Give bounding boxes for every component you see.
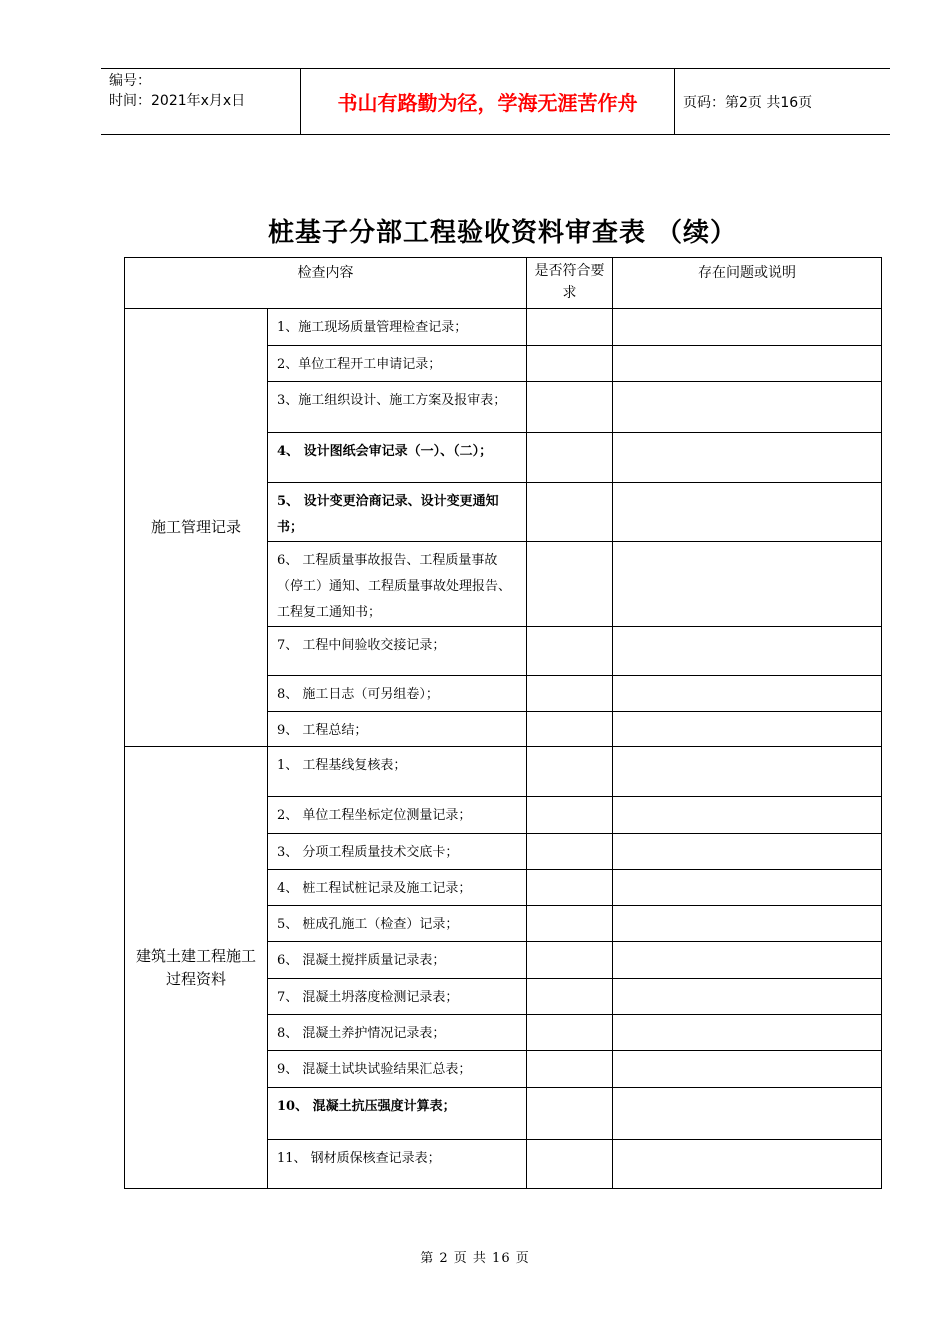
remarks-cell[interactable]	[613, 747, 882, 797]
compliant-cell[interactable]	[527, 346, 613, 382]
item-text: 8、 施工日志（可另组卷）；	[268, 676, 527, 712]
remarks-cell[interactable]	[613, 942, 882, 979]
item-text: 4、 设计图纸会审记录（一）、（二）；	[268, 433, 527, 483]
remarks-cell[interactable]	[613, 1051, 882, 1088]
compliant-cell[interactable]	[527, 979, 613, 1015]
table-row	[125, 309, 882, 346]
compliant-cell[interactable]	[527, 542, 613, 627]
document-time-label: 时间：2021年x月x日	[109, 93, 246, 109]
table-header-row	[125, 258, 882, 309]
compliant-cell[interactable]	[527, 834, 613, 870]
remarks-cell[interactable]	[613, 382, 882, 433]
compliant-cell[interactable]	[527, 676, 613, 712]
item-text: 5、 桩成孔施工（检查）记录；	[268, 906, 527, 942]
page-footer: 第 2 页 共 16 页	[420, 1251, 530, 1266]
remarks-cell[interactable]	[613, 1140, 882, 1189]
section-name: 施工管理记录	[125, 309, 268, 747]
review-table	[124, 257, 882, 1189]
item-text: 7、 工程中间验收交接记录；	[268, 627, 527, 676]
document-number-label: 编号：	[109, 73, 151, 89]
item-text: 11、 钢材质保核查记录表；	[268, 1140, 527, 1189]
remarks-cell[interactable]	[613, 834, 882, 870]
remarks-cell[interactable]	[613, 1088, 882, 1140]
compliant-cell[interactable]	[527, 797, 613, 834]
remarks-cell[interactable]	[613, 1015, 882, 1051]
document-title: 桩基子分部工程验收资料审查表 （续）	[267, 218, 738, 248]
table-row	[125, 747, 882, 797]
remarks-cell[interactable]	[613, 906, 882, 942]
compliant-cell[interactable]	[527, 1015, 613, 1051]
item-text: 10、 混凝土抗压强度计算表；	[268, 1088, 527, 1140]
compliant-cell[interactable]	[527, 483, 613, 542]
item-text: 5、 设计变更洽商记录、设计变更通知书；	[268, 483, 527, 542]
remarks-cell[interactable]	[613, 797, 882, 834]
compliant-cell[interactable]	[527, 1140, 613, 1189]
compliant-cell[interactable]	[527, 906, 613, 942]
header-content: 检查内容	[297, 265, 354, 281]
item-text: 7、 混凝土坍落度检测记录表；	[268, 979, 527, 1015]
remarks-cell[interactable]	[613, 309, 882, 346]
header-content-cell	[125, 258, 527, 309]
remarks-cell[interactable]	[613, 712, 882, 747]
remarks-cell[interactable]	[613, 870, 882, 906]
item-text: 9、 工程总结；	[268, 712, 527, 747]
compliant-cell[interactable]	[527, 712, 613, 747]
compliant-cell[interactable]	[527, 1051, 613, 1088]
remarks-cell[interactable]	[613, 627, 882, 676]
item-text: 6、 混凝土搅拌质量记录表；	[268, 942, 527, 979]
compliant-cell[interactable]	[527, 627, 613, 676]
compliant-cell[interactable]	[527, 382, 613, 433]
item-text: 1、 工程基线复核表；	[268, 747, 527, 797]
header-remarks: 存在问题或说明	[698, 265, 796, 281]
remarks-cell[interactable]	[613, 433, 882, 483]
item-text: 9、 混凝土试块试验结果汇总表；	[268, 1051, 527, 1088]
compliant-cell[interactable]	[527, 309, 613, 346]
item-text: 6、 工程质量事故报告、工程质量事故（停工）通知、工程质量事故处理报告、工程复工通知书；	[268, 542, 527, 627]
header-page-code: 页码：第2页 共16页	[683, 94, 813, 111]
compliant-cell[interactable]	[527, 870, 613, 906]
header-compliant: 是否符合要求	[534, 263, 605, 301]
header-remarks-cell	[613, 258, 882, 309]
item-text: 3、施工组织设计、施工方案及报审表；	[268, 382, 527, 433]
compliant-cell[interactable]	[527, 433, 613, 483]
header-compliant-cell	[527, 258, 613, 309]
page-header	[101, 68, 890, 135]
remarks-cell[interactable]	[613, 542, 882, 627]
remarks-cell[interactable]	[613, 676, 882, 712]
item-text: 2、 单位工程坐标定位测量记录；	[268, 797, 527, 834]
item-text: 4、 桩工程试桩记录及施工记录；	[268, 870, 527, 906]
header-meta	[101, 69, 301, 134]
remarks-cell[interactable]	[613, 483, 882, 542]
item-text: 2、单位工程开工申请记录；	[268, 346, 527, 382]
compliant-cell[interactable]	[527, 747, 613, 797]
item-text: 1、施工现场质量管理检查记录；	[268, 309, 527, 346]
remarks-cell[interactable]	[613, 979, 882, 1015]
item-text: 3、 分项工程质量技术交底卡；	[268, 834, 527, 870]
compliant-cell[interactable]	[527, 1088, 613, 1140]
section-name: 建筑土建工程施工过程资料	[125, 747, 268, 1189]
header-motto: 书山有路勤为径，学海无涯苦作舟	[301, 69, 675, 134]
remarks-cell[interactable]	[613, 346, 882, 382]
item-text: 8、 混凝土养护情况记录表；	[268, 1015, 527, 1051]
compliant-cell[interactable]	[527, 942, 613, 979]
